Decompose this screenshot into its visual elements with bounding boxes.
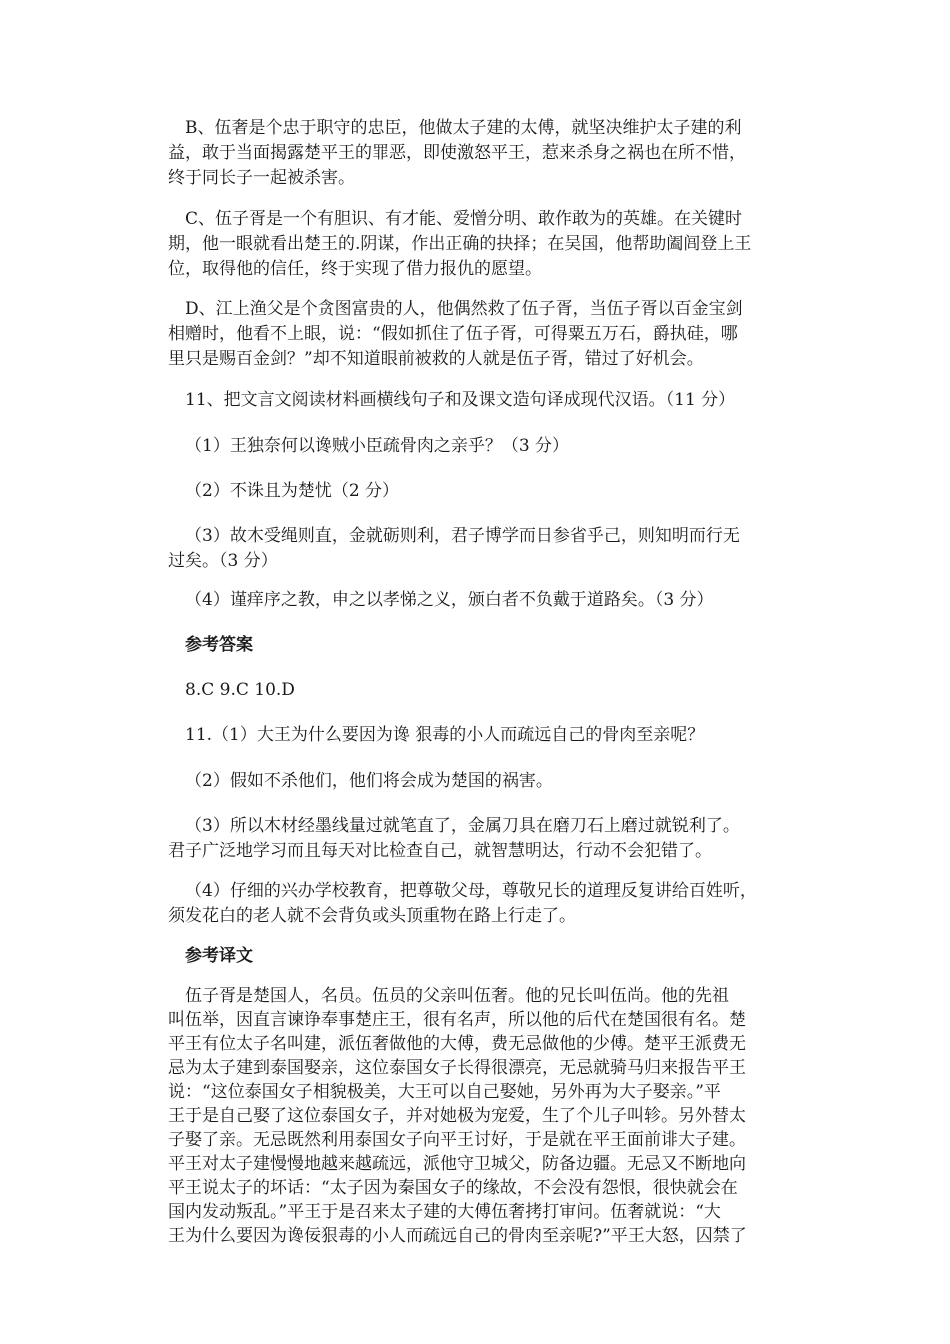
option-c-line: 位，取得他的信任，终于实现了借力报仇的愿望。	[168, 259, 542, 279]
option-c-line: C、伍子胥是一个有胆识、有才能、爱憎分明、敢作敢为的英雄。在关键时	[185, 209, 743, 229]
translation-line: 国内发动叛乱。”平王于是召来太子建的大傅伍奢拷打审问。伍奢就说：“大	[168, 1202, 721, 1222]
question-11-item: （4）谨痒序之教，申之以孝悌之义，颁白者不负戴于道路矣。（3 分）	[185, 590, 714, 610]
option-c-line: 期，他一眼就看出楚王的.阴谋，作出正确的抉择；在吴国，他帮助阖闾登上王	[168, 234, 752, 254]
translation-line: 平王说太子的坏话：“太子因为秦国女子的缘故，不会没有怨恨，很快就会在	[168, 1178, 738, 1198]
answer-line: 君子广泛地学习而且每天对比检查自己，就智慧明达，行动不会犯错了。	[168, 841, 712, 861]
option-d-line: D、江上渔父是个贪图富贵的人，他偶然救了伍子胥，当伍子胥以百金宝剑	[185, 299, 743, 319]
answers-heading: 参考答案	[185, 635, 253, 655]
question-11-item: （1）王独奈何以谗贼小臣疏骨肉之亲乎？（3 分）	[185, 436, 570, 456]
option-b-line: 终于同长子一起被杀害。	[168, 168, 355, 188]
answer-line: （2）假如不杀他们，他们将会成为楚国的祸害。	[185, 771, 553, 791]
question-11-item: 过矣。（3 分）	[168, 551, 278, 571]
option-b-line: B、伍奢是个忠于职守的忠臣，他做太子建的太傅，就坚决维护太子建的利	[185, 118, 742, 138]
translation-line: 忌为太子建到泰国娶亲，这位泰国女子长得很漂亮，无忌就骑马归来报告平王	[168, 1058, 746, 1078]
option-b-line: 益，敢于当面揭露楚平王的罪恶，即使激怒平王，惹来杀身之祸也在所不惜，	[168, 143, 746, 163]
translation-line: 平王有位太子名叫建，派伍奢做他的大傅，费无忌做他的少傅。楚平王派费无	[168, 1034, 746, 1054]
answer-line: （4）仔细的兴办学校教育，把尊敬父母，尊敬兄长的道理反复讲给百姓听，	[185, 881, 757, 901]
answers-choices: 8.C 9.C 10.D	[185, 680, 295, 700]
translation-line: 王于是自己娶了这位泰国女子，并对她极为宠爱，生了个儿子叫轸。另外替太	[168, 1106, 746, 1126]
option-d-line: 相赠时，他看不上眼，说：“假如抓住了伍子胥，可得粟五万石，爵执硅，哪	[168, 324, 738, 344]
translation-line: 伍子胥是楚国人，名员。伍员的父亲叫伍奢。他的兄长叫伍尚。他的先祖	[185, 986, 729, 1006]
translation-line: 说：“这位泰国女子相貌极美，大王可以自己娶她，另外再为大子娶亲。”平	[168, 1082, 721, 1102]
answer-line: 11.（1）大王为什么要因为谗 狠毒的小人而疏远自己的骨肉至亲呢？	[185, 725, 705, 745]
question-11-item: （3）故木受绳则直，金就砺则利，君子博学而日参省乎己，则知明而行无	[185, 526, 740, 546]
translation-line: 平王对太子建慢慢地越来越疏远，派他守卫城父，防备边疆。无忌又不断地向	[168, 1154, 746, 1174]
translation-line: 子娶了亲。无忌既然利用泰国女子向平王讨好，于是就在平王面前诽大子建。	[168, 1130, 746, 1150]
translation-line: 叫伍举，因直言谏诤奉事楚庄王，很有名声，所以他的后代在楚国很有名。楚	[168, 1010, 746, 1030]
answer-line: 须发花白的老人就不会背负或头顶重物在路上行走了。	[168, 906, 576, 926]
translation-heading: 参考译文	[185, 946, 253, 966]
question-11-prompt: 11、把文言文阅读材料画横线句子和及课文造句译成现代汉语。（11 分）	[185, 390, 736, 410]
answer-line: （3）所以木材经墨线量过就笔直了，金属刀具在磨刀石上磨过就锐利了。	[185, 816, 740, 836]
option-d-line: 里只是赐百金剑？”却不知道眼前被救的人就是伍子胥，错过了好机会。	[168, 349, 704, 369]
translation-line: 王为什么要因为谗佞狠毒的小人而疏远自己的骨肉至亲呢?”平王大怒，囚禁了	[168, 1226, 747, 1246]
question-11-item: （2）不诛且为楚忧（2 分）	[185, 481, 400, 501]
